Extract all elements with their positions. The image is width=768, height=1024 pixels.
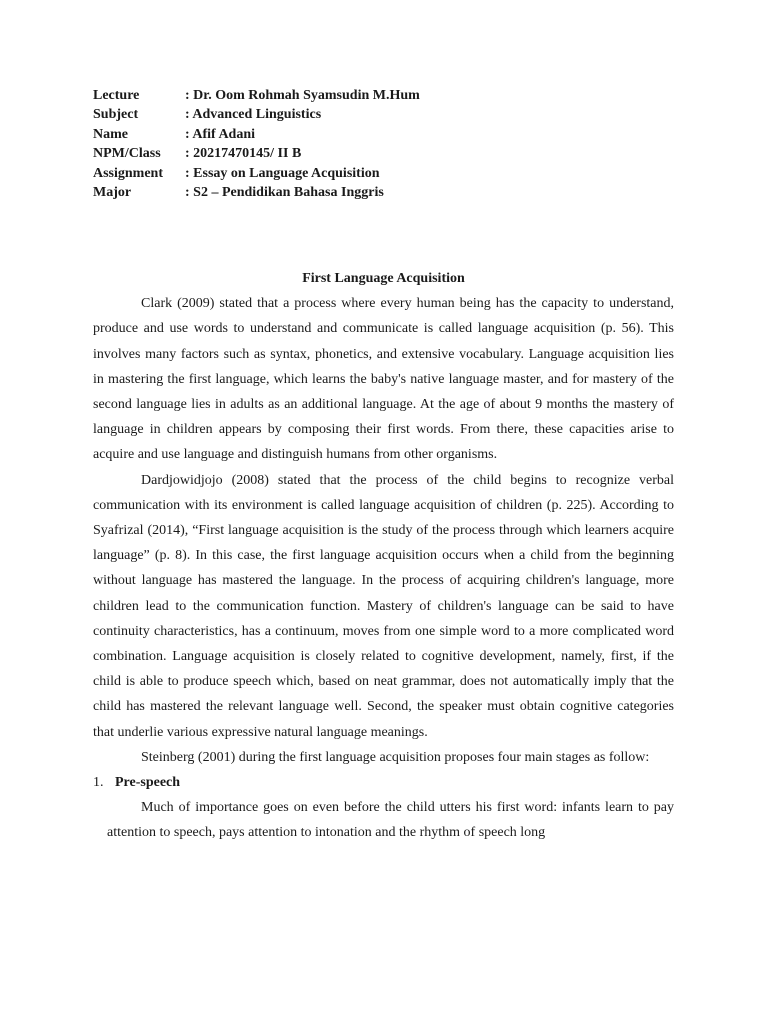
header-key: Assignment (93, 165, 164, 181)
header-key: Lecture (93, 88, 140, 103)
header-value: : 20217470145/ II B (185, 146, 302, 162)
assignment-header (93, 86, 420, 202)
paragraph: Steinberg (2001) during the first language acquisition proposes four main stages as follow: (141, 749, 650, 765)
header-key: Name (93, 126, 128, 142)
header-value: : Afif Adani (185, 126, 256, 142)
essay-title: First Language Acquisition (302, 271, 465, 286)
header-key: Major (93, 185, 132, 201)
list-number: 1. (93, 775, 104, 791)
header-row-lecture (93, 86, 420, 105)
header-row-major (93, 183, 420, 202)
list-paragraph: Much of importance goes on even before the child utters his first word: infants learn to pay attention to speech, pays attention to intonation and the rhythm of speech long (107, 800, 674, 841)
list-item (93, 770, 674, 795)
header-row-subject (93, 105, 420, 124)
header-row-name (93, 125, 420, 144)
essay-body (93, 266, 674, 846)
list-heading: Pre-speech (115, 775, 181, 791)
header-value: : S2 – Pendidikan Bahasa Inggris (185, 185, 384, 201)
header-value: : Essay on Language Acquisition (185, 165, 380, 181)
header-key: Subject (93, 107, 139, 123)
header-value: : Dr. Oom Rohmah Syamsudin M.Hum (185, 88, 420, 103)
header-value: : Advanced Linguistics (185, 107, 322, 123)
header-row-npm-class (93, 144, 420, 163)
paragraph: Dardjowidjojo (2008) stated that the process of the child begins to recognize verbal communication with its environment is called language acquisition of children (p. 225). According to Syafrizal (2014), “First language acquisition is the study of the process through which learners acquire language” (p. 8). In this case, the first language acquisition occurs when a child from the beginning without language has mastered the language. In the process of acquiring children's language, more children lead to the communication function. Mastery of children's language can be said to have continuity characteristics, has a continuum, moves from one simple word to a more complicated word combination. Language acquisition is closely related to cognitive development, namely, first, if the child is able to produce speech which, based on neat grammar, does not automatically imply that the child has mastered the relevant language well. Second, the speaker must obtain cognitive categories that underlie various expressive natural language meanings. (93, 472, 674, 740)
header-key: NPM/Class (93, 146, 161, 162)
paragraph: Clark (2009) stated that a process where every human being has the capacity to understand, produce and use words to understand and communicate is called language acquisition (p. 56). This involves many factors such as syntax, phonetics, and extensive vocabulary. Language acquisition lies in mastering the first language, which learns the baby's native language master, and for mastery of the second language lies in adults as an additional language. At the age of about 9 months the mastery of language in children appears by composing their first words. From there, these capacities arise to acquire and use language and distinguish humans from other organisms. (93, 296, 674, 463)
header-row-assignment (93, 164, 420, 183)
